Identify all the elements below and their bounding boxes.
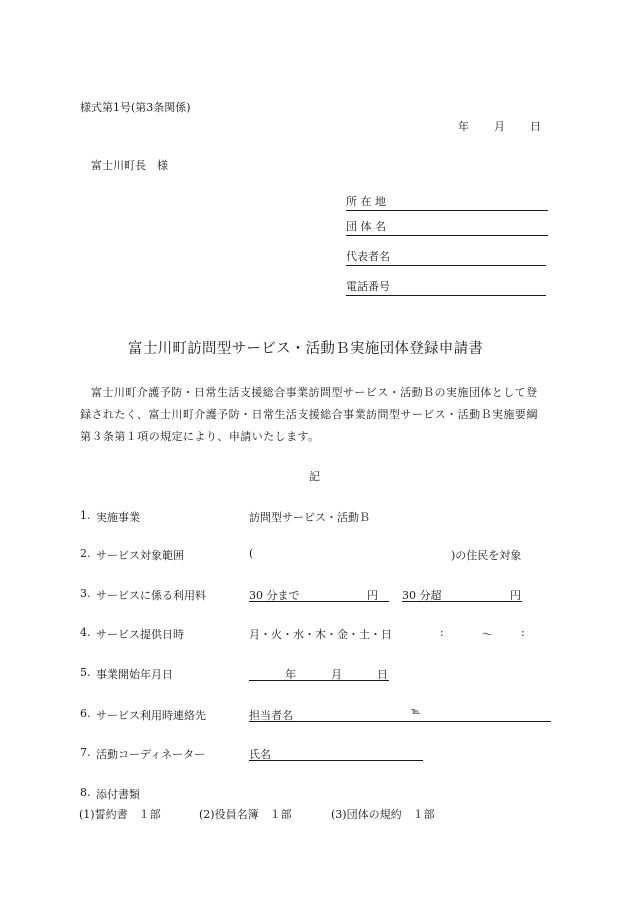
date-month: 月 [494, 120, 505, 133]
fee-over-30-field[interactable] [402, 587, 522, 602]
applicant-phone-field[interactable] [346, 282, 546, 296]
item-number: 7. [80, 746, 91, 759]
contact-field[interactable] [249, 707, 551, 722]
telephone-icon: ℡ [411, 707, 421, 717]
item-label: 実施事業 [96, 511, 140, 524]
item-number: 2. [80, 547, 91, 560]
item-number: 4. [80, 626, 91, 639]
fee-over-30-label: 30 分超 [402, 589, 442, 602]
start-date-year: 年 [285, 668, 296, 681]
item-number: 8. [80, 786, 91, 799]
date-day: 日 [530, 120, 541, 133]
applicant-address-field[interactable] [346, 197, 548, 211]
service-days[interactable]: 月・火・水・木・金・土・日 [249, 628, 392, 641]
coordinator-name-label: 氏名 [249, 748, 271, 761]
body-line-1: 富士川町介護予防・日常生活支援総合事業訪問型サービス・活動Ｂの実施団体として登 [91, 386, 538, 399]
item-label: 活動コーディネーター [96, 748, 206, 761]
item-number: 3. [80, 587, 91, 600]
document-title: 富士川町訪問型サービス・活動Ｂ実施団体登録申請書 [128, 341, 484, 357]
body-line-2: 録されたく、富士川町介護予防・日常生活支援総合事業訪問型サービス・活動Ｂ実施要綱 [80, 408, 538, 421]
applicant-org-field[interactable] [346, 222, 548, 236]
coordinator-name-field[interactable] [249, 746, 423, 761]
applicant-phone-line [346, 295, 546, 296]
applicant-address-line [346, 210, 548, 211]
item-number: 5. [80, 666, 91, 679]
time-range-tilde: ～ [482, 628, 493, 641]
applicant-address-label: 所 在 地 [346, 195, 386, 208]
start-date-month: 月 [331, 668, 342, 681]
fee-up-to-30-yen: 円 [367, 589, 378, 602]
addressee: 富士川町長 様 [91, 159, 168, 172]
item-number: 6. [80, 707, 91, 720]
item-label: 添付書類 [96, 788, 140, 801]
item-label: サービスに係る利用料 [96, 589, 206, 602]
attachment-officer-list: (2)役員名簿 １部 [199, 808, 292, 821]
target-area-suffix: )の住民を対象 [451, 549, 522, 562]
applicant-representative-label: 代表者名 [346, 250, 390, 263]
date-year: 年 [458, 120, 469, 133]
start-date-day: 日 [377, 668, 388, 681]
item-label: サービス提供日時 [96, 628, 184, 641]
fee-up-to-30-field[interactable] [249, 587, 389, 602]
target-area-open-paren: ( [249, 547, 254, 560]
applicant-org-label: 団 体 名 [346, 220, 386, 233]
body-line-3: 第３条第１項の規定により、申請いたします。 [80, 430, 320, 443]
applicant-org-line [346, 235, 548, 236]
target-area-input[interactable] [262, 545, 450, 561]
attachment-pledge: (1)誓約書 １部 [79, 808, 161, 821]
end-time-colon: : [521, 626, 525, 639]
project-value: 訪問型サービス・活動Ｂ [249, 511, 370, 524]
item-label: 事業開始年月日 [96, 668, 173, 681]
body-paragraph [80, 382, 550, 448]
item-number: 1. [80, 509, 91, 522]
contact-person-label: 担当者名 [249, 709, 293, 722]
item-label: サービス対象範囲 [96, 549, 184, 562]
start-date-field[interactable] [249, 666, 389, 681]
applicant-representative-field[interactable] [346, 252, 546, 266]
attachment-bylaws: (3)団体の規約 １部 [331, 808, 435, 821]
applicant-phone-label: 電話番号 [346, 280, 390, 293]
item-label: サービス利用時連絡先 [96, 709, 206, 722]
form-number: 様式第1号(第3条関係) [80, 101, 191, 114]
fee-up-to-30-label: 30 分まで [249, 589, 300, 602]
fee-over-30-yen: 円 [510, 589, 521, 602]
ki-mark: 記 [309, 470, 320, 483]
applicant-representative-line [346, 265, 546, 266]
start-time-colon: : [440, 626, 444, 639]
